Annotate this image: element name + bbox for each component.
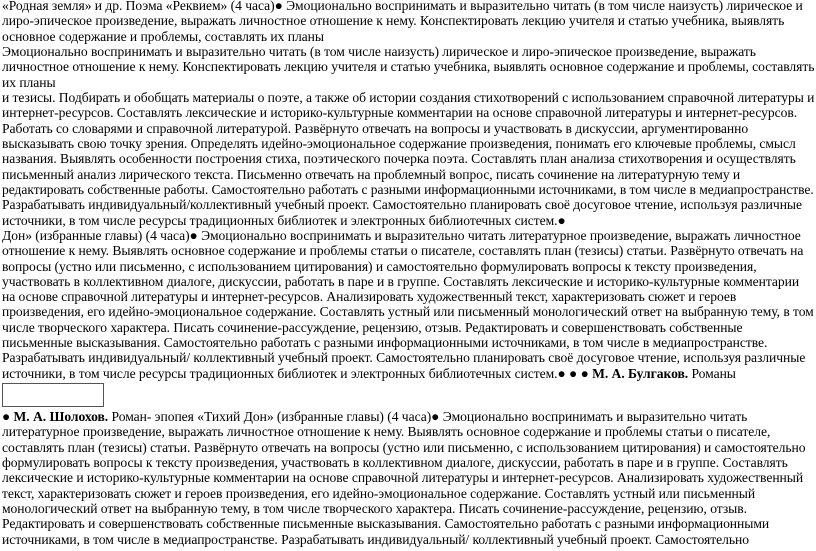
text-line: лиро-эпическое произведение, выражать личностное отношение к нему. Конспектировать лекцию учителя и статью учебника, выявлять: [2, 13, 785, 29]
text-line: их планы: [2, 74, 56, 90]
text-line: числе творческого характера. Писать сочинение-рассуждение, рецензию, отзыв. Редактировать и совершенствовать собственные: [2, 319, 743, 335]
text-line: Работать со словарями и справочной литературой. Развёрнуто отвечать на вопросы и участвовать в дискуссии, аргументированно: [2, 120, 749, 136]
text-line: названия. Выявлять особенности построения стиха, поэтического почерка поэта. Составлять план анализа стихотворения и осуществлять: [2, 151, 796, 167]
line-text: Роман- эпопея «Тихий Дон» (избранные главы) (4 часа)● Эмоционально воспринимать и выразительно читать: [111, 409, 748, 425]
line-text: Романы: [691, 365, 736, 381]
text-line: произведения, его идейно-эмоциональное содержание. Составлять устный или письменный монологический ответ на выбранную тему, в том: [2, 304, 814, 320]
text-line: литературное произведение, выражать личностное отношение к нему. Выявлять основное содержание и проблемы статьи о писателе,: [2, 424, 771, 440]
text-line: и тезисы. Подбирать и обобщать материалы о поэте, а также об истории создания стихотворений с использованием справочной литературы и: [2, 89, 815, 105]
text-line: Разрабатывать индивидуальный/коллективный учебный проект. Самостоятельно планировать своё досуговое чтение, используя различные: [2, 197, 802, 213]
author-heading: ● М. А. Булгаков.: [580, 365, 689, 381]
text-line: монологический ответ на выбранную тему, в том числе творческого характера. Писать сочинение-рассуждение, рецензию, отзыв.: [2, 501, 747, 517]
text-line: на основе справочной литературы и интернет-ресурсов. Анализировать художественный текст, характеризовать сюжет и героев: [2, 289, 737, 305]
text-line: составлять план (тезисы) статьи. Развёрнуто отвечать на вопросы (устно или письменно, с использованием цитирования) и самостоятельно: [2, 439, 806, 455]
text-line: основное содержание и проблемы, составлять их планы: [2, 28, 324, 44]
text-line: редактировать собственные работы. Самостоятельно работать с разными информационными источниками, в том числе в медиапространстве.: [2, 181, 814, 197]
text-line: Дон» (избранные главы) (4 часа)● Эмоционально воспринимать и выразительно читать литературное произведение, выражать личностное: [2, 227, 801, 243]
text-line: [2, 366, 736, 381]
text-line: участвовать в коллективном диалоге, дискуссии, работать в паре и в группе. Составлять лексические и историко-культурные комментарии: [2, 273, 800, 289]
text-line: источниками, в том числе в медиапространстве. Разрабатывать индивидуальный/ коллективный учебный проект. Самостоятельно: [2, 531, 749, 547]
text-line: вопросы (устно или письменно, с использованием цитирования) и самостоятельно формулировать вопросы к тексту произведения,: [2, 258, 757, 274]
text-line: формулировать вопросы к тексту произведения, участвовать в коллективном диалоге, дискуссии, работать в паре и в группе. Составлять: [2, 455, 788, 471]
line-text: источники, в том числе ресурсы традиционных библиотек и электронных библиотечных систем.● ●: [2, 365, 578, 381]
text-line: личностное отношение к нему. Конспектировать лекцию учителя и статью учебника, выявлять основное содержание и проблемы, составлять: [2, 59, 815, 75]
text-line: Эмоционально воспринимать и выразительно читать (в том числе наизусть) лирическое и лиро-эпическое произведение, выражать: [2, 43, 756, 59]
text-line: источники, в том числе ресурсы традиционных библиотек и электронных библиотечных систем.●: [2, 212, 566, 228]
text-line: письменный анализ лирического текста. Письменно отвечать на проблемный вопрос, писать сочинение на литературную тему и: [2, 166, 741, 182]
text-line: отношение к нему. Выявлять основное содержание и проблемы статьи о писателе, составлять план (тезисы) статьи. Развёрнуто отвечать на: [2, 243, 804, 259]
text-line: Разрабатывать индивидуальный/ коллективный учебный проект. Самостоятельно планировать своё досуговое чтение, используя различные: [2, 350, 806, 366]
text-line: лексические и историко-культурные комментарии на основе справочной литературы и интернет-ресурсов. Анализировать художественный: [2, 470, 804, 486]
text-line: письменные высказывания. Самостоятельно работать с разными информационными источниками, в том числе в медиапространстве.: [2, 335, 768, 351]
text-line: интернет-ресурсов. Составлять лексические и историко-культурные комментарии на основе справочной литературы и интернет-ресурсов.: [2, 105, 798, 121]
author-heading: ● М. А. Шолохов.: [2, 409, 109, 425]
text-line: Редактировать и совершенствовать собственные письменные высказывания. Самостоятельно работать с разными информационными: [2, 516, 770, 532]
text-line: текст, характеризовать сюжет и героев произведения, его идейно-эмоциональное содержание. Составлять устный или письменный: [2, 485, 756, 501]
text-line: [2, 409, 747, 424]
empty-table-cell: [2, 383, 104, 407]
text-line: высказывать свою точку зрения. Определять идейно-эмоциональное содержание произведения, понимать его ключевые проблемы, смысл: [2, 135, 796, 151]
text-line: «Родная земля» и др. Поэма «Реквием» (4 часа)● Эмоционально воспринимать и выразительно читать (в том числе наизусть) лирическое и: [2, 0, 803, 13]
